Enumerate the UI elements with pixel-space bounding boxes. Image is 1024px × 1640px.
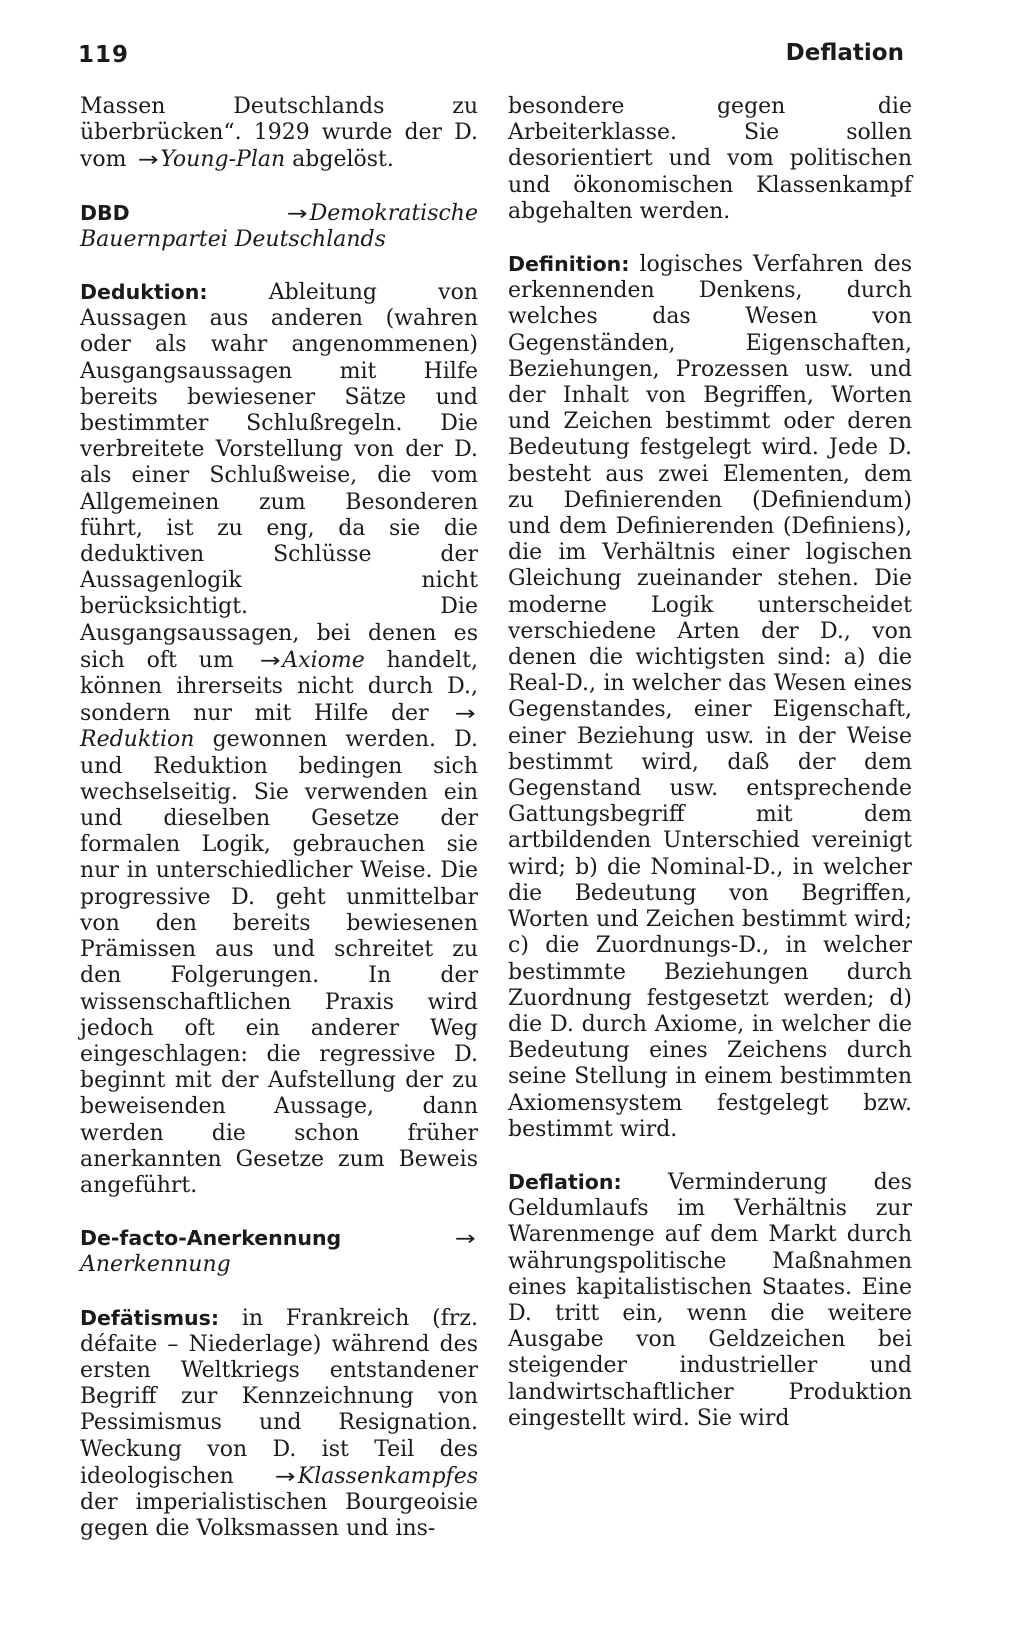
entry-text: der imperialistischen Bourgeoisie gegen die Volksmassen und ins- [80, 1489, 478, 1542]
entry-de-facto-anerkennung [80, 1225, 478, 1278]
running-head: Deflation [785, 40, 904, 66]
cross-reference-arrow-icon: → [455, 701, 477, 726]
continuation-text: abgelöst. [292, 147, 394, 173]
entry-term: Defätismus: [80, 1305, 220, 1330]
continuation-text: besondere gegen die Arbeiterklasse. Sie sollen desorientiert und vom politischen und ökonomischen Klassenkampf abgehalten werden. [508, 94, 912, 224]
cross-reference-arrow-icon: → [137, 147, 159, 172]
cross-reference: Axiome [282, 647, 365, 673]
entry-term: Definition: [508, 252, 630, 277]
entry-term: Deduktion: [80, 280, 208, 305]
entry-continuation [508, 94, 912, 225]
cross-reference-arrow-icon: → [455, 1226, 477, 1251]
entry-text: logisches Verfahren des erkennenden Denkens, durch welches das Wesen von Gegenständen, Eigenschaften, Beziehungen, Prozessen usw. und der Inhalt von Begriffen, Worten und Zeichen bestimmt oder deren Bedeutung festgelegt wird. Jede D. besteht aus zwei Elementen, dem zu Definierenden (Definiendum) und dem Definierenden (Definiens), die im Verhältnis einer logischen Gleichung zueinander stehen. Die moderne Logik unterscheidet verschiedene Arten der D., von denen die wichtigsten sind: a) die Real-D., in welcher das Wesen eines Gegenstandes, einer Eigenschaft, einer Beziehung usw. in der Weise bestimmt wird, daß der dem Gegenstand usw. entsprechende Gattungsbegriff mit dem artbildenden Unterschied vereinigt wird; b) die Nominal-D., in welcher die Bedeutung von Begriffen, Worten und Zeichen bestimmt wird; c) die Zuordnungs-D., in welcher bestimmte Beziehungen durch Zuordnung festgesetzt werden; d) die D. durch Axiome, in welcher die Bedeutung eines Zeichens durch seine Stellung in einem bestimmten Axiomensystem festgelegt bzw. bestimmt wird. [508, 252, 912, 1142]
cross-reference: Demokratische Bauernpartei Deutschlands [80, 200, 478, 252]
cross-reference: Anerkennung [80, 1252, 231, 1278]
cross-reference-arrow-icon: → [259, 647, 281, 672]
page-number: 119 [78, 42, 130, 68]
continuation-text: Massen Deutschlands zu überbrücken“. 1929 wurde der D. vom [80, 94, 478, 173]
left-column [80, 94, 478, 1568]
entry-text: handelt, können ihrerseits nicht durch D., sondern nur mit Hilfe der [80, 647, 478, 727]
entry-text: Verminderung des Geldumlaufs im Verhältnis zur Warenmenge auf dem Markt durch währungspolitische Maßnahmen eines kapitalistischen Staates. Eine D. tritt ein, wenn die weitere Ausgabe von Geldzeichen bei steigender industrieller und landwirtschaftlicher Produktion eingestellt wird. Sie wird [508, 1169, 912, 1431]
cross-reference: Reduktion [80, 727, 195, 753]
entry-dbd [80, 200, 478, 253]
entry-text: Ableitung von Aussagen aus anderen (wahren oder als wahr angenommenen) Ausgangsaussagen mit Hilfe bereits bewiesener Sätze und bestimmter Schlußregeln. Die verbreitete Vorstellung von der D. als einer Schlußweise, die vom Allgemeinen zum Besonderen führt, ist zu eng, da sie die deduktiven Schlüsse der Aussagenlogik nicht berücksichtigt. Die Ausgangsaussagen, bei denen es sich oft um [80, 280, 478, 673]
entry-defaetismus [80, 1305, 478, 1543]
entry-term: De-facto-Anerkennung [80, 1226, 342, 1251]
entry-continuation [80, 94, 478, 174]
right-column [508, 94, 912, 1458]
cross-reference: Young-Plan [160, 147, 286, 173]
cross-reference-arrow-icon: → [274, 1463, 296, 1488]
entry-definition [508, 251, 912, 1143]
entry-text: in Frankreich (frz. défaite – Niederlage) während des ersten Weltkriegs entstandener Begriff zur Kennzeichnung von Pessimismus und Resignation. Weckung von D. ist Teil des ideologischen [80, 1305, 478, 1489]
cross-reference-arrow-icon: → [286, 200, 308, 225]
entry-deduktion [80, 279, 478, 1199]
cross-reference: Klassenkampfes [297, 1463, 478, 1489]
entry-text: gewonnen werden. D. und Reduktion bedingen sich wechselseitig. Sie verwenden ein und dieselben Gesetze der formalen Logik, gebrauchen sie nur in unterschiedlicher Weise. Die progressive D. geht unmittelbar von den bereits bewiesenen Prämissen aus und schreitet zu den Folgerungen. In der wissenschaftlichen Praxis wird jedoch oft ein anderer Weg eingeschlagen: die regressive D. beginnt mit der Aufstellung der zu beweisenden Aussage, dann werden die schon früher anerkannten Gesetze zum Beweis angeführt. [80, 727, 479, 1198]
entry-deflation [508, 1169, 912, 1432]
entry-term: Deflation: [508, 1169, 622, 1194]
entry-term: DBD [80, 200, 130, 225]
